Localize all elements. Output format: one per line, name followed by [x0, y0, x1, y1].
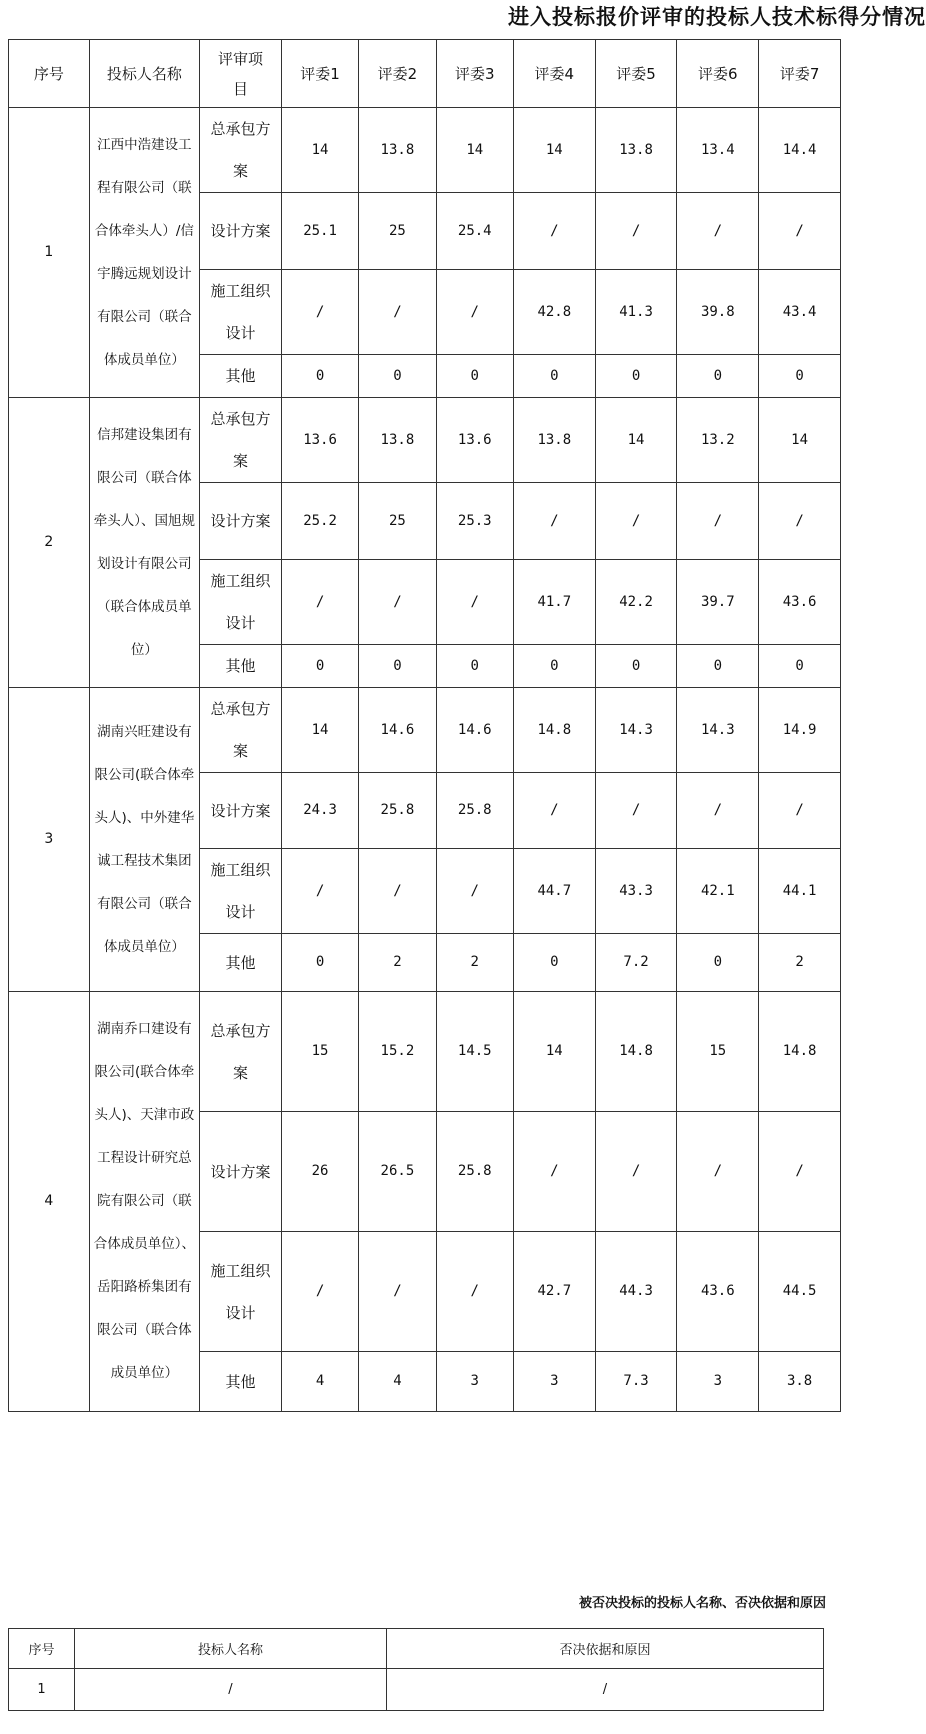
header-judge-4: 评委4 — [513, 40, 595, 108]
score-cell-judge-7: / — [759, 193, 841, 270]
score-cell-judge-2: 14.6 — [359, 688, 436, 773]
score-cell-judge-6: 42.1 — [677, 849, 759, 934]
header-bidder-name: 投标人名称 — [89, 40, 199, 108]
header-no: 序号 — [9, 40, 90, 108]
score-cell-judge-6: 3 — [677, 1352, 759, 1412]
score-cell-judge-7: 44.5 — [759, 1232, 841, 1352]
header-judge-5: 评委5 — [595, 40, 677, 108]
rejected-header-name: 投标人名称 — [75, 1629, 387, 1669]
score-cell-judge-5: 14 — [595, 398, 677, 483]
header-judge-2: 评委2 — [359, 40, 436, 108]
rejected-no: 1 — [9, 1669, 75, 1711]
score-cell-judge-4: 41.7 — [513, 560, 595, 645]
score-cell-judge-7: 0 — [759, 645, 841, 688]
bidder-number: 2 — [9, 398, 90, 688]
score-table — [8, 39, 841, 1412]
score-cell-judge-1: / — [281, 270, 358, 355]
score-cell-judge-4: 42.8 — [513, 270, 595, 355]
score-cell-judge-4: / — [513, 483, 595, 560]
score-cell-judge-7: 3.8 — [759, 1352, 841, 1412]
review-item: 施工组织设计 — [200, 1232, 282, 1352]
review-item: 总承包方案 — [200, 992, 282, 1112]
score-cell-judge-2: 4 — [359, 1352, 436, 1412]
score-cell-judge-5: 41.3 — [595, 270, 677, 355]
header-judge-7: 评委7 — [759, 40, 841, 108]
score-cell-judge-7: 2 — [759, 934, 841, 992]
score-cell-judge-2: 0 — [359, 355, 436, 398]
header-row — [9, 40, 841, 108]
score-cell-judge-4: 14 — [513, 992, 595, 1112]
review-item: 设计方案 — [200, 773, 282, 849]
score-cell-judge-1: 14 — [281, 688, 358, 773]
score-cell-judge-1: / — [281, 560, 358, 645]
score-cell-judge-7: 14.8 — [759, 992, 841, 1112]
bidder-number: 1 — [9, 108, 90, 398]
score-cell-judge-3: 25.8 — [436, 1112, 513, 1232]
review-item: 设计方案 — [200, 1112, 282, 1232]
score-cell-judge-2: / — [359, 849, 436, 934]
score-cell-judge-6: 15 — [677, 992, 759, 1112]
score-cell-judge-5: 7.2 — [595, 934, 677, 992]
score-cell-judge-5: 42.2 — [595, 560, 677, 645]
rejected-table — [8, 1628, 824, 1711]
rejected-name: / — [75, 1669, 387, 1711]
score-cell-judge-2: 2 — [359, 934, 436, 992]
rejected-header-row — [9, 1629, 824, 1669]
score-cell-judge-6: 39.8 — [677, 270, 759, 355]
score-cell-judge-7: / — [759, 483, 841, 560]
score-cell-judge-1: 13.6 — [281, 398, 358, 483]
score-cell-judge-4: 14 — [513, 108, 595, 193]
score-cell-judge-6: / — [677, 773, 759, 849]
score-cell-judge-7: 14 — [759, 398, 841, 483]
score-cell-judge-5: 7.3 — [595, 1352, 677, 1412]
score-cell-judge-7: / — [759, 773, 841, 849]
review-item: 其他 — [200, 934, 282, 992]
review-item: 其他 — [200, 1352, 282, 1412]
score-cell-judge-1: 25.2 — [281, 483, 358, 560]
score-row — [9, 688, 841, 773]
score-cell-judge-5: / — [595, 483, 677, 560]
score-cell-judge-3: 25.4 — [436, 193, 513, 270]
score-cell-judge-4: 14.8 — [513, 688, 595, 773]
rejected-header-reason: 否决依据和原因 — [387, 1629, 824, 1669]
score-cell-judge-7: 14.9 — [759, 688, 841, 773]
review-item: 总承包方案 — [200, 688, 282, 773]
header-judge-3: 评委3 — [436, 40, 513, 108]
score-cell-judge-6: / — [677, 483, 759, 560]
review-item: 施工组织设计 — [200, 270, 282, 355]
score-cell-judge-4: 0 — [513, 355, 595, 398]
bidder-name: 江西中浩建设工程有限公司（联合体牵头人）/信宇腾远规划设计有限公司（联合体成员单位） — [89, 108, 199, 398]
page-title: 进入投标报价评审的投标人技术标得分情况 — [508, 4, 926, 29]
score-cell-judge-2: 25 — [359, 193, 436, 270]
score-cell-judge-6: / — [677, 1112, 759, 1232]
score-cell-judge-4: 0 — [513, 934, 595, 992]
score-cell-judge-5: 14.3 — [595, 688, 677, 773]
score-row — [9, 398, 841, 483]
score-cell-judge-2: / — [359, 560, 436, 645]
score-cell-judge-4: 42.7 — [513, 1232, 595, 1352]
score-cell-judge-2: 25.8 — [359, 773, 436, 849]
review-item: 总承包方案 — [200, 108, 282, 193]
score-cell-judge-3: 25.3 — [436, 483, 513, 560]
score-cell-judge-1: 0 — [281, 934, 358, 992]
score-cell-judge-3: / — [436, 270, 513, 355]
score-cell-judge-1: 14 — [281, 108, 358, 193]
score-cell-judge-3: 14 — [436, 108, 513, 193]
bidder-name: 湖南兴旺建设有限公司(联合体牵头人)、中外建华诚工程技术集团有限公司（联合体成员单位） — [89, 688, 199, 992]
score-cell-judge-7: 14.4 — [759, 108, 841, 193]
score-cell-judge-1: / — [281, 1232, 358, 1352]
score-cell-judge-2: / — [359, 270, 436, 355]
score-cell-judge-3: 0 — [436, 355, 513, 398]
score-cell-judge-2: / — [359, 1232, 436, 1352]
review-item: 设计方案 — [200, 193, 282, 270]
score-cell-judge-4: 0 — [513, 645, 595, 688]
score-cell-judge-1: 15 — [281, 992, 358, 1112]
review-item: 施工组织设计 — [200, 560, 282, 645]
score-cell-judge-5: / — [595, 1112, 677, 1232]
score-cell-judge-3: 0 — [436, 645, 513, 688]
bidder-number: 4 — [9, 992, 90, 1412]
score-cell-judge-6: 39.7 — [677, 560, 759, 645]
score-cell-judge-7: 44.1 — [759, 849, 841, 934]
score-cell-judge-4: 44.7 — [513, 849, 595, 934]
score-cell-judge-7: / — [759, 1112, 841, 1232]
score-cell-judge-3: 14.6 — [436, 688, 513, 773]
score-cell-judge-4: 13.8 — [513, 398, 595, 483]
score-cell-judge-5: 0 — [595, 645, 677, 688]
score-cell-judge-2: 26.5 — [359, 1112, 436, 1232]
score-cell-judge-6: 13.4 — [677, 108, 759, 193]
score-cell-judge-4: 3 — [513, 1352, 595, 1412]
score-cell-judge-3: 2 — [436, 934, 513, 992]
score-cell-judge-1: 0 — [281, 645, 358, 688]
score-cell-judge-7: 0 — [759, 355, 841, 398]
score-cell-judge-3: 14.5 — [436, 992, 513, 1112]
bidder-number: 3 — [9, 688, 90, 992]
score-cell-judge-7: 43.4 — [759, 270, 841, 355]
score-cell-judge-5: 14.8 — [595, 992, 677, 1112]
score-cell-judge-3: 3 — [436, 1352, 513, 1412]
bidder-name: 信邦建设集团有限公司（联合体牵头人）、国旭规划设计有限公司（联合体成员单位） — [89, 398, 199, 688]
bidder-name: 湖南乔口建设有限公司(联合体牵头人)、天津市政工程设计研究总院有限公司（联合体成员单位）、岳阳路桥集团有限公司（联合体成员单位） — [89, 992, 199, 1412]
review-item: 其他 — [200, 355, 282, 398]
review-item: 施工组织设计 — [200, 849, 282, 934]
score-cell-judge-4: / — [513, 193, 595, 270]
score-cell-judge-5: 43.3 — [595, 849, 677, 934]
score-cell-judge-2: 25 — [359, 483, 436, 560]
score-cell-judge-6: 43.6 — [677, 1232, 759, 1352]
score-cell-judge-5: 44.3 — [595, 1232, 677, 1352]
rejected-reason: / — [387, 1669, 824, 1711]
score-cell-judge-5: / — [595, 193, 677, 270]
score-cell-judge-4: / — [513, 773, 595, 849]
review-item: 总承包方案 — [200, 398, 282, 483]
score-cell-judge-1: 0 — [281, 355, 358, 398]
header-judge-1: 评委1 — [281, 40, 358, 108]
score-cell-judge-1: 24.3 — [281, 773, 358, 849]
score-cell-judge-1: / — [281, 849, 358, 934]
score-cell-judge-6: / — [677, 193, 759, 270]
header-review-item: 评审项目 — [200, 40, 282, 108]
score-cell-judge-4: / — [513, 1112, 595, 1232]
score-cell-judge-3: 25.8 — [436, 773, 513, 849]
score-cell-judge-2: 13.8 — [359, 108, 436, 193]
score-cell-judge-2: 0 — [359, 645, 436, 688]
score-row — [9, 108, 841, 193]
score-cell-judge-5: 0 — [595, 355, 677, 398]
header-judge-6: 评委6 — [677, 40, 759, 108]
score-cell-judge-3: 13.6 — [436, 398, 513, 483]
score-row — [9, 992, 841, 1112]
score-cell-judge-3: / — [436, 1232, 513, 1352]
rejected-row — [9, 1669, 824, 1711]
score-cell-judge-1: 26 — [281, 1112, 358, 1232]
score-cell-judge-2: 13.8 — [359, 398, 436, 483]
score-cell-judge-6: 13.2 — [677, 398, 759, 483]
score-cell-judge-6: 0 — [677, 645, 759, 688]
rejected-header-no: 序号 — [9, 1629, 75, 1669]
score-cell-judge-2: 15.2 — [359, 992, 436, 1112]
rejected-section-title: 被否决投标的投标人名称、否决依据和原因 — [578, 1596, 826, 1611]
score-cell-judge-3: / — [436, 849, 513, 934]
score-cell-judge-1: 4 — [281, 1352, 358, 1412]
score-cell-judge-7: 43.6 — [759, 560, 841, 645]
score-cell-judge-1: 25.1 — [281, 193, 358, 270]
score-cell-judge-6: 0 — [677, 355, 759, 398]
score-cell-judge-6: 14.3 — [677, 688, 759, 773]
score-cell-judge-5: / — [595, 773, 677, 849]
score-cell-judge-5: 13.8 — [595, 108, 677, 193]
review-item: 其他 — [200, 645, 282, 688]
score-cell-judge-6: 0 — [677, 934, 759, 992]
review-item: 设计方案 — [200, 483, 282, 560]
score-cell-judge-3: / — [436, 560, 513, 645]
